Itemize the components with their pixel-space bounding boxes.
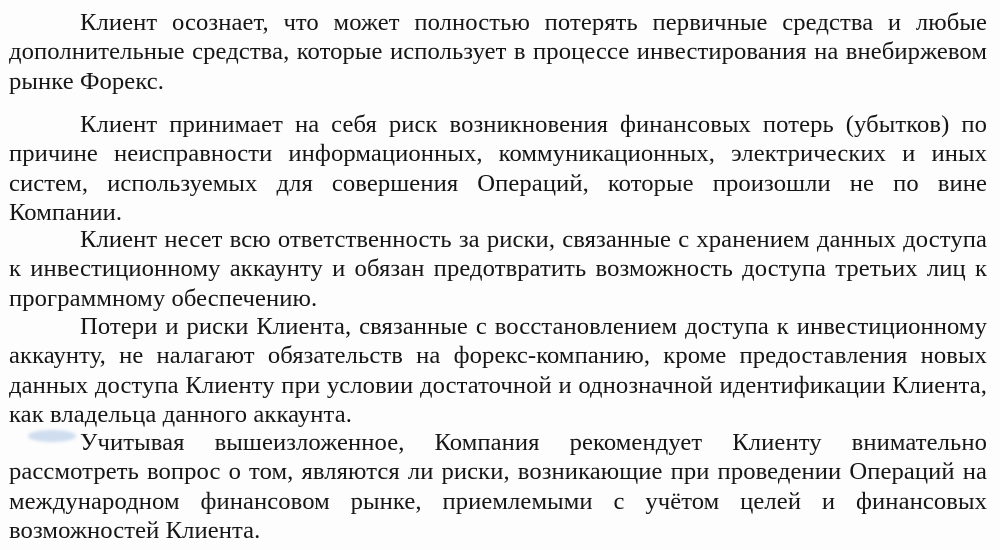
paragraph-capital-loss: Клиент осознает, что может полностью потерять первичные средства и любые дополнительные средства, которые использует в процессе инвестирования на внебиржевом рынке Форекс.: [9, 9, 987, 95]
paragraph-recommendation: Учитывая вышеизложенное, Компания рекомендует Клиенту внимательно рассмотреть вопрос о том, являются ли риски, возникающие при проведении Операций на международном финансовом рынке, приемлемыми с учётом целей и финансовых возможностей Клиента.: [9, 429, 987, 544]
paragraph-access-recovery: Потери и риски Клиента, связанные с восстановлением доступа к инвестиционному аккаунту, не налагают обязательств на форекс-компанию, кроме предоставления новых данных доступа Клиенту при условии достаточной и однозначной идентификации Клиента, как владельца данного аккаунта.: [9, 313, 987, 428]
paragraph-access-data-responsibility: Клиент несет всю ответственность за риски, связанные с хранением данных доступа к инвестиционному аккаунту и обязан предотвратить возможность доступа третьих лиц к программному обеспечению.: [9, 226, 987, 312]
paragraph-system-failure-risk: Клиент принимает на себя риск возникновения финансовых потерь (убытков) по причине неисправности информационных, коммуникационных, электрических и иных систем, используемых для совершения Операций, которые произошли не по вине Компании.: [9, 111, 987, 226]
